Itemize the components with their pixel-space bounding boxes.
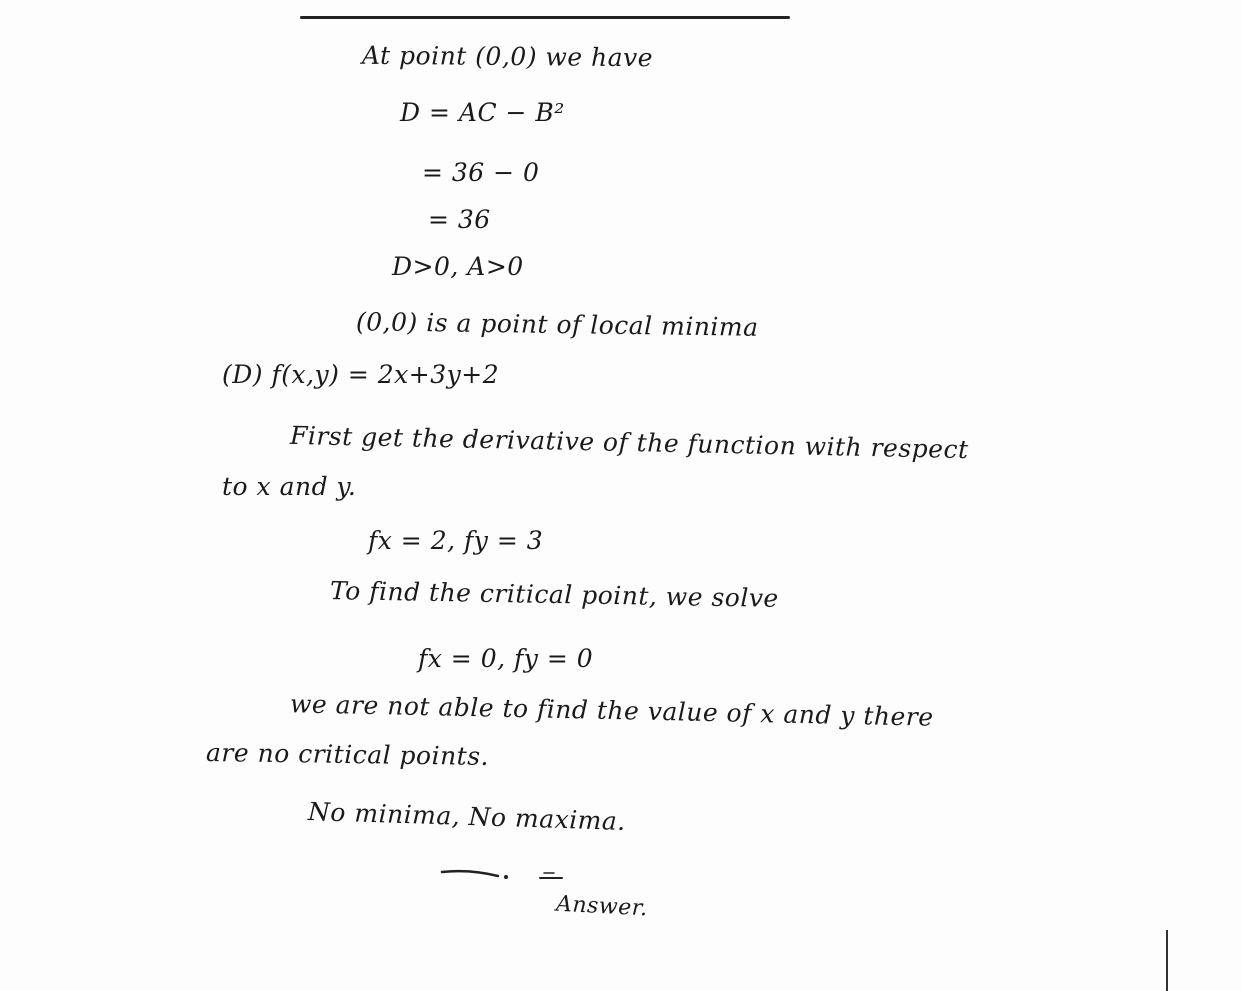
note-line-no-critical-points: are no critical points. bbox=[205, 738, 490, 771]
note-line-at-point: At point (0,0) we have bbox=[361, 40, 654, 73]
top-rule-line bbox=[300, 16, 790, 19]
note-line-discriminant-substitution: = 36 − 0 bbox=[422, 158, 540, 187]
note-line-partial-derivatives: fx = 2, fy = 3 bbox=[368, 526, 544, 555]
note-line-derivative-instruction: First get the derivative of the function with respect bbox=[289, 420, 969, 465]
note-line-discriminant-formula: D = AC − B² bbox=[400, 98, 565, 127]
note-line-set-equal-zero: fx = 0, fy = 0 bbox=[418, 644, 594, 673]
note-line-not-able: we are not able to find the value of x and y there bbox=[289, 689, 934, 732]
note-line-answer: Answer. bbox=[555, 891, 649, 922]
note-line-with-respect-to: to x and y. bbox=[222, 472, 357, 501]
note-line-part-d-function: (D) f(x,y) = 2x+3y+2 bbox=[222, 360, 500, 389]
note-line-local-minima: (0,0) is a point of local minima bbox=[355, 307, 759, 342]
note-line-critical-point-instruction: To find the critical point, we solve bbox=[329, 576, 780, 613]
scribble-marks bbox=[440, 864, 570, 888]
note-line-sign-conditions: D>0, A>0 bbox=[392, 252, 524, 281]
right-edge-line bbox=[1166, 930, 1168, 991]
note-line-conclusion: No minima, No maxima. bbox=[307, 797, 627, 836]
note-line-discriminant-value: = 36 bbox=[428, 205, 491, 234]
